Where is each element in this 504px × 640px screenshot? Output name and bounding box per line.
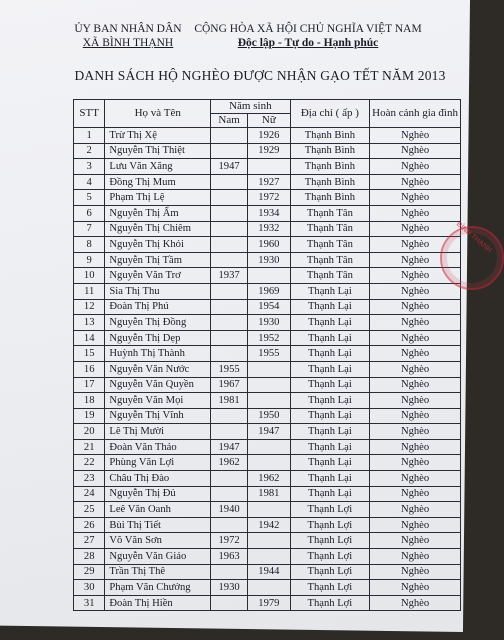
- table-row: [74, 221, 461, 237]
- cell-name: Phùng Văn Lợi: [105, 455, 211, 471]
- cell-name: Nguyễn Thị Vĩnh: [105, 408, 211, 424]
- cell-male-year: 1981: [211, 393, 248, 409]
- table-row: [74, 408, 461, 424]
- cell-name: Nguyễn Văn Mọi: [105, 393, 211, 409]
- table-row: [74, 159, 461, 175]
- cell-name: Đoàn Văn Thảo: [105, 439, 211, 455]
- cell-male-year: 1930: [211, 580, 248, 596]
- cell-address: Thạnh Lợi: [290, 549, 370, 565]
- cell-status: Nghèo: [370, 128, 461, 144]
- cell-female-year: [248, 439, 291, 455]
- cell-address: Thạnh Bình: [290, 174, 370, 190]
- cell-male-year: [211, 252, 248, 268]
- cell-status: Nghèo: [370, 315, 461, 331]
- national-header: [188, 22, 428, 50]
- cell-female-year: [248, 549, 291, 565]
- cell-address: Thạnh Lại: [290, 393, 370, 409]
- cell-stt: 12: [74, 299, 105, 315]
- cell-name: Nguyễn Thị Ẩm: [105, 205, 211, 221]
- cell-name: Nguyễn Thị Khỏi: [105, 237, 211, 253]
- cell-male-year: [211, 408, 248, 424]
- cell-stt: 9: [74, 252, 105, 268]
- cell-stt: 3: [74, 159, 105, 175]
- cell-female-year: 1944: [248, 564, 291, 580]
- cell-name: Sia Thị Thu: [105, 283, 211, 299]
- cell-female-year: 1934: [248, 205, 291, 221]
- cell-address: Thạnh Bình: [290, 143, 370, 159]
- cell-stt: 11: [74, 283, 105, 299]
- cell-address: Thạnh Lợi: [290, 502, 370, 518]
- cell-status: Nghèo: [370, 517, 461, 533]
- cell-male-year: [211, 190, 248, 206]
- table-body: [74, 128, 461, 611]
- cell-stt: 16: [74, 361, 105, 377]
- cell-name: Nguyễn Thị Thiệt: [105, 143, 211, 159]
- cell-male-year: [211, 205, 248, 221]
- cell-female-year: [248, 377, 291, 393]
- column-header-stt: STT: [74, 100, 105, 128]
- cell-stt: 4: [74, 174, 105, 190]
- cell-stt: 19: [74, 408, 105, 424]
- column-header-status: Hoàn cảnh gia đình: [370, 100, 461, 128]
- cell-female-year: 1930: [248, 252, 291, 268]
- cell-stt: 1: [74, 128, 105, 144]
- table-row: [74, 315, 461, 331]
- cell-address: Thạnh Lại: [290, 299, 370, 315]
- cell-status: Nghèo: [370, 174, 461, 190]
- column-header-male: Nam: [211, 114, 248, 128]
- cell-name: Leê Văn Oanh: [105, 502, 211, 518]
- cell-stt: 6: [74, 205, 105, 221]
- cell-name: Nguyễn Thị Tầm: [105, 252, 211, 268]
- document-title: DANH SÁCH HỘ NGHÈO ĐƯỢC NHẬN GẠO TẾT NĂM 2013: [74, 68, 446, 83]
- table-row: [74, 580, 461, 596]
- cell-stt: 24: [74, 486, 105, 502]
- cell-male-year: [211, 128, 248, 144]
- cell-address: Thạnh Lợi: [290, 564, 370, 580]
- cell-address: Thạnh Lại: [290, 377, 370, 393]
- cell-address: Thạnh Lợi: [290, 517, 370, 533]
- cell-stt: 27: [74, 533, 105, 549]
- table-row: [74, 549, 461, 565]
- cell-female-year: 1947: [248, 424, 291, 440]
- cell-male-year: [211, 237, 248, 253]
- cell-female-year: 1960: [248, 237, 291, 253]
- cell-address: Thạnh Lại: [290, 471, 370, 487]
- cell-status: Nghèo: [370, 486, 461, 502]
- cell-name: Nguyễn Văn Quyền: [105, 377, 211, 393]
- cell-male-year: 1947: [211, 159, 248, 175]
- cell-name: Đồng Thị Mum: [105, 174, 211, 190]
- cell-female-year: [248, 580, 291, 596]
- cell-female-year: 1942: [248, 517, 291, 533]
- table-row: [74, 533, 461, 549]
- cell-female-year: 1972: [248, 190, 291, 206]
- cell-female-year: [248, 361, 291, 377]
- cell-address: Thạnh Bình: [290, 190, 370, 206]
- cell-status: Nghèo: [370, 346, 461, 362]
- cell-male-year: [211, 517, 248, 533]
- cell-male-year: [211, 595, 248, 611]
- cell-female-year: [248, 455, 291, 471]
- cell-male-year: [211, 143, 248, 159]
- cell-name: Nguyễn Văn Nước: [105, 361, 211, 377]
- cell-name: Phạm Thị Lệ: [105, 190, 211, 206]
- table-row: [74, 361, 461, 377]
- official-seal: [440, 220, 504, 290]
- column-header-female: Nữ: [248, 114, 291, 128]
- cell-address: Thạnh Lại: [290, 330, 370, 346]
- table-row: [74, 439, 461, 455]
- cell-stt: 2: [74, 143, 105, 159]
- table-row: [74, 517, 461, 533]
- cell-stt: 15: [74, 346, 105, 362]
- cell-female-year: 1950: [248, 408, 291, 424]
- cell-status: Nghèo: [370, 580, 461, 596]
- cell-status: Nghèo: [370, 159, 461, 175]
- cell-address: Thạnh Tân: [290, 205, 370, 221]
- cell-stt: 21: [74, 439, 105, 455]
- cell-male-year: [211, 564, 248, 580]
- cell-male-year: 1962: [211, 455, 248, 471]
- cell-male-year: [211, 330, 248, 346]
- cell-address: Thạnh Tân: [290, 252, 370, 268]
- cell-stt: 14: [74, 330, 105, 346]
- cell-status: Nghèo: [370, 268, 461, 284]
- cell-male-year: 1940: [211, 502, 248, 518]
- cell-male-year: [211, 283, 248, 299]
- cell-female-year: 1930: [248, 315, 291, 331]
- cell-stt: 18: [74, 393, 105, 409]
- table-row: [74, 190, 461, 206]
- cell-address: Thạnh Lại: [290, 424, 370, 440]
- table-row: [74, 252, 461, 268]
- table-row: [74, 174, 461, 190]
- cell-name: Lưu Văn Xăng: [105, 159, 211, 175]
- table-row: [74, 502, 461, 518]
- cell-address: Thạnh Lại: [290, 283, 370, 299]
- cell-name: Phạm Văn Chưởng: [105, 580, 211, 596]
- table-row: [74, 393, 461, 409]
- cell-address: Thạnh Lại: [290, 455, 370, 471]
- cell-name: Trần Thị Thê: [105, 564, 211, 580]
- cell-stt: 25: [74, 502, 105, 518]
- cell-male-year: [211, 221, 248, 237]
- cell-status: Nghèo: [370, 237, 461, 253]
- cell-address: Thạnh Lại: [290, 486, 370, 502]
- cell-male-year: 1955: [211, 361, 248, 377]
- cell-name: Võ Văn Sơn: [105, 533, 211, 549]
- cell-female-year: 1955: [248, 346, 291, 362]
- cell-stt: 26: [74, 517, 105, 533]
- cell-address: Thạnh Bình: [290, 159, 370, 175]
- cell-stt: 8: [74, 237, 105, 253]
- cell-status: Nghèo: [370, 502, 461, 518]
- table-row: [74, 455, 461, 471]
- cell-name: Đoàn Thị Hiền: [105, 595, 211, 611]
- cell-female-year: 1969: [248, 283, 291, 299]
- cell-address: Thạnh Tân: [290, 268, 370, 284]
- table-row: [74, 486, 461, 502]
- cell-male-year: 1963: [211, 549, 248, 565]
- cell-address: Thạnh Lại: [290, 361, 370, 377]
- cell-stt: 28: [74, 549, 105, 565]
- cell-address: Thạnh Bình: [290, 128, 370, 144]
- table-row: [74, 268, 461, 284]
- cell-female-year: [248, 159, 291, 175]
- cell-stt: 22: [74, 455, 105, 471]
- cell-stt: 5: [74, 190, 105, 206]
- cell-status: Nghèo: [370, 330, 461, 346]
- cell-stt: 17: [74, 377, 105, 393]
- household-table: [73, 99, 461, 611]
- cell-female-year: 1981: [248, 486, 291, 502]
- cell-name: Châu Thị Đào: [105, 471, 211, 487]
- cell-name: Nguyễn Thị Chiêm: [105, 221, 211, 237]
- cell-address: Thạnh Lại: [290, 439, 370, 455]
- cell-stt: 7: [74, 221, 105, 237]
- cell-status: Nghèo: [370, 549, 461, 565]
- column-header-name: Họ và Tên: [105, 100, 211, 128]
- cell-female-year: [248, 533, 291, 549]
- national-motto: Độc lập - Tự do - Hạnh phúc: [237, 37, 379, 49]
- cell-female-year: [248, 268, 291, 284]
- cell-male-year: [211, 299, 248, 315]
- table-row: [74, 283, 461, 299]
- cell-status: Nghèo: [370, 299, 461, 315]
- cell-male-year: [211, 346, 248, 362]
- nation-name: CỘNG HÒA XÃ HỘI CHỦ NGHĨA VIỆT NAM: [194, 23, 422, 35]
- cell-name: Nguyễn Thị Đồng: [105, 315, 211, 331]
- cell-female-year: 1927: [248, 174, 291, 190]
- cell-female-year: 1932: [248, 221, 291, 237]
- table-row: [74, 564, 461, 580]
- cell-female-year: 1952: [248, 330, 291, 346]
- seal-text: BÌNH THẠNH: [454, 220, 493, 255]
- issuer-line-2: XÃ BÌNH THẠNH: [82, 37, 174, 49]
- table-row: [74, 205, 461, 221]
- cell-status: Nghèo: [370, 143, 461, 159]
- table-row: [74, 330, 461, 346]
- cell-name: Trừ Thị Xệ: [105, 128, 211, 144]
- cell-status: Nghèo: [370, 533, 461, 549]
- cell-name: Nguyễn Thị Dẹp: [105, 330, 211, 346]
- cell-name: Nguyễn Văn Trơ: [105, 268, 211, 284]
- cell-female-year: 1962: [248, 471, 291, 487]
- table-row: [74, 424, 461, 440]
- cell-status: Nghèo: [370, 455, 461, 471]
- cell-status: Nghèo: [370, 221, 461, 237]
- cell-status: Nghèo: [370, 471, 461, 487]
- table-row: [74, 299, 461, 315]
- cell-status: Nghèo: [370, 424, 461, 440]
- cell-status: Nghèo: [370, 564, 461, 580]
- cell-male-year: 1947: [211, 439, 248, 455]
- cell-stt: 30: [74, 580, 105, 596]
- cell-address: Thạnh Lại: [290, 315, 370, 331]
- cell-female-year: [248, 502, 291, 518]
- table-row: [74, 346, 461, 362]
- cell-male-year: [211, 424, 248, 440]
- cell-male-year: 1972: [211, 533, 248, 549]
- cell-status: Nghèo: [370, 439, 461, 455]
- table-row: [74, 237, 461, 253]
- column-header-address: Địa chỉ ( ấp ): [290, 100, 370, 128]
- cell-address: Thạnh Lại: [290, 408, 370, 424]
- table-row: [74, 143, 461, 159]
- cell-female-year: 1926: [248, 128, 291, 144]
- cell-male-year: 1937: [211, 268, 248, 284]
- cell-address: Thạnh Lại: [290, 346, 370, 362]
- cell-status: Nghèo: [370, 283, 461, 299]
- column-header-birth-year: Năm sinh: [211, 100, 291, 114]
- cell-address: Thạnh Lợi: [290, 533, 370, 549]
- cell-male-year: [211, 486, 248, 502]
- cell-address: Thạnh Tân: [290, 237, 370, 253]
- cell-female-year: 1954: [248, 299, 291, 315]
- table-row: [74, 471, 461, 487]
- table-row: [74, 128, 461, 144]
- cell-male-year: [211, 471, 248, 487]
- cell-male-year: 1967: [211, 377, 248, 393]
- table-row: [74, 377, 461, 393]
- cell-female-year: [248, 393, 291, 409]
- cell-stt: 20: [74, 424, 105, 440]
- cell-name: Nguyễn Thị Đủ: [105, 486, 211, 502]
- issuer-line-1: ỦY BAN NHÂN DÂN: [74, 23, 182, 35]
- issuer-header: [73, 22, 183, 50]
- cell-name: Nguyễn Văn Giáo: [105, 549, 211, 565]
- cell-stt: 10: [74, 268, 105, 284]
- cell-stt: 13: [74, 315, 105, 331]
- cell-status: Nghèo: [370, 205, 461, 221]
- cell-address: Thạnh Tân: [290, 221, 370, 237]
- table-header-row: [74, 100, 461, 114]
- cell-status: Nghèo: [370, 393, 461, 409]
- cell-stt: 23: [74, 471, 105, 487]
- cell-name: Huỳnh Thị Thành: [105, 346, 211, 362]
- cell-name: Bùi Thị Tiết: [105, 517, 211, 533]
- cell-status: Nghèo: [370, 361, 461, 377]
- table-row: [74, 595, 461, 611]
- cell-name: Đoàn Thị Phú: [105, 299, 211, 315]
- cell-status: Nghèo: [370, 252, 461, 268]
- cell-status: Nghèo: [370, 190, 461, 206]
- cell-male-year: [211, 315, 248, 331]
- cell-address: Thạnh Lợi: [290, 595, 370, 611]
- cell-status: Nghèo: [370, 377, 461, 393]
- cell-stt: 31: [74, 595, 105, 611]
- cell-male-year: [211, 174, 248, 190]
- cell-name: Lê Thị Mười: [105, 424, 211, 440]
- cell-status: Nghèo: [370, 408, 461, 424]
- cell-address: Thạnh Lợi: [290, 580, 370, 596]
- cell-stt: 29: [74, 564, 105, 580]
- cell-female-year: 1979: [248, 595, 291, 611]
- cell-status: Nghèo: [370, 595, 461, 611]
- cell-female-year: 1929: [248, 143, 291, 159]
